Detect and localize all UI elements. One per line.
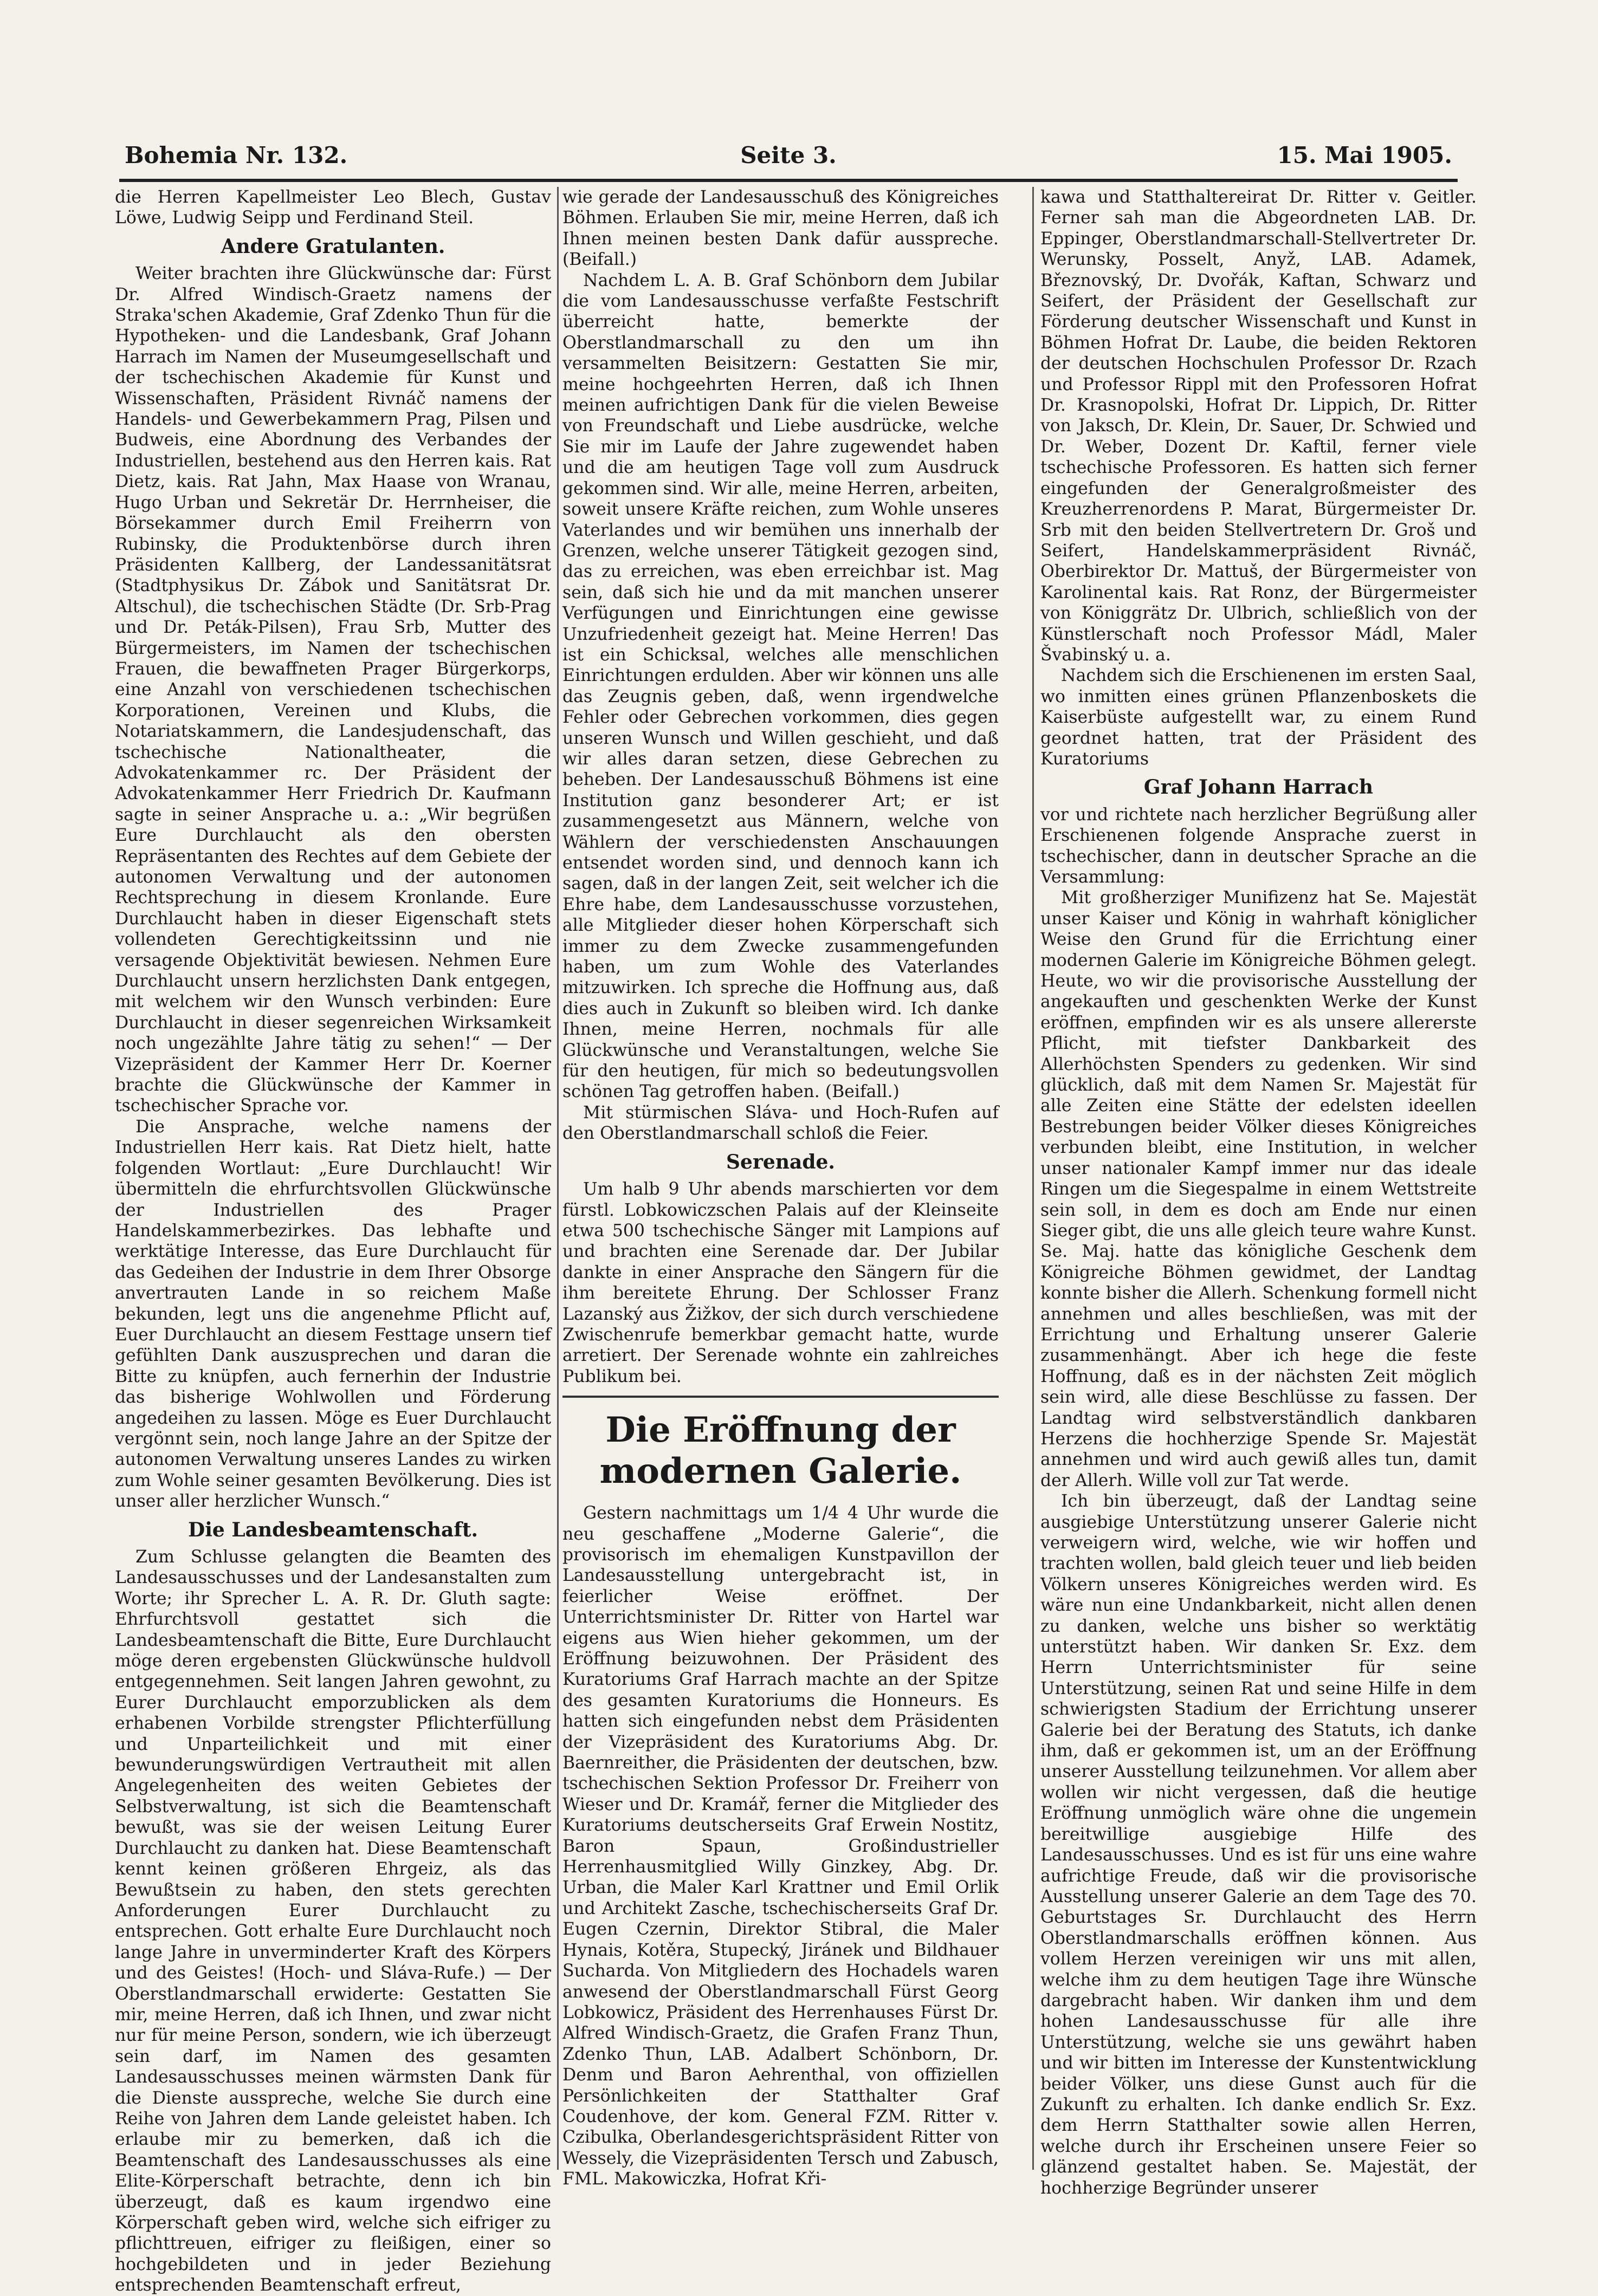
paragraph: Nachdem L. A. B. Graf Schönborn dem Jubilar die vom Landesausschusse verfaßte Festschrift überreicht hatte, bemerkte der Oberstlandmarschall zu den um ihn versammelten Beisitzern: Gestatten Sie mir, meine hochgeehrten Herren, daß ich Ihnen meinen aufrichtigen Dank für die vielen Beweise von Freundschaft und Liebe ausdrücke, welche Sie mir im Laufe der Jahre zugewendet haben und die am heutigen Tage voll zum Ausdruck gekommen sind. Wir alle, meine Herren, arbeiten, soweit unsere Kräfte reichen, zum Wohle unseres Vaterlandes und wir bemühen uns innerhalb der Grenzen, welche unserer Tätigkeit gezogen sind, das zu erreichen, was eben erreichbar ist. Mag sein, daß sich hie und da mit manchen unserer Verfügungen und Einrichtungen eine gewisse Unzufriedenheit gezeigt hat. Meine Herren! Das ist ein Schicksal, welches alle menschlichen Einrichtungen erdulden. Aber wir können uns alle das Zeugnis geben, daß, wenn irgendwelche Fehler oder Gebrechen vorkommen, dies gegen unseren Wunsch und Willen geschieht, und daß wir alles daran setzen, diese Gebrechen zu beheben. Der Landesausschuß Böhmens ist eine Institution ganz besonderer Art; er ist zusammengesetzt aus Männern, welche von Wählern der verschiedensten Anschauungen entsendet worden sind, und dennoch kann ich sagen, daß in der langen Zeit, seit welcher ich die Ehre habe, dem Landesausschusse vorzustehen, alle Mitglieder dieser hohen Körperschaft sich immer zu dem Zwecke zusammengefunden haben, um zum Wohle des Vaterlandes mitzuwirken. Ich spreche die Hoffnung aus, daß dies auch in Zukunft so bleiben wird. Ich danke Ihnen, meine Herren, nochmals für alle Glückwünsche und Veranstaltungen, welche Sie für den heutigen, für mich so bedeutungsvollen schönen Tag getroffen haben. (Beifall.) — [562, 270, 999, 1102]
column-divider — [557, 187, 559, 2170]
paragraph: Ich bin überzeugt, daß der Landtag seine ausgiebige Unterstützung unserer Galerie nicht verweigern wird, welche, wie wir hoffen und trachten wollen, bald gleich teuer und lieb beiden Völkern unseres Königreiches werden wird. Es wäre nun eine Undankbarkeit, nicht allen denen zu danken, welche uns bisher so werktätig unterstützt haben. Wir danken Sr. Exz. dem Herrn Unterrichtsminister für seine Unterstützung, seinen Rat und seine Hilfe in dem schwierigsten Stadium der Errichtung unserer Galerie bei der Beratung des Statuts, ich danke ihm, daß er gekommen ist, um an der Eröffnung unserer Ausstellung teilzunehmen. Vor allem aber wollen wir nicht vergessen, daß die heutige Eröffnung unmöglich wäre ohne die ungemein bereitwillige ausgiebige Hilfe des Landesausschusses. Und es ist für uns eine wahre aufrichtige Freude, daß wir die provisorische Ausstellung unserer Galerie an dem Tage des 70. Geburtstages Sr. Durchlaucht des Herrn Oberstlandmarschalls eröffnen können. Aus vollem Herzen vereinigen wir uns mit allen, welche ihm zu dem heutigen Tage ihre Wünsche dargebracht haben. Wir danken ihm und dem hohen Landesausschusse für alle ihre Unterstützung, welche sie uns gewährt haben und wir bitten im Interesse der Kunstentwicklung beider Völker, uns diese Gunst auch für die Zukunft zu erhalten. Ich danke endlich Sr. Exz. dem Herrn Statthalter sowie allen Herren, welche durch ihr Erscheinen unsere Feier so glänzend gestaltet haben. Se. Majestät, der hochherzige Begründer unserer — [1040, 1491, 1477, 2198]
section-heading: Serenade. — [726, 1150, 835, 1173]
paragraph: Zum Schlusse gelangten die Beamten des Landesausschusses und der Landesanstalten zum Worte; ihr Sprecher L. A. R. Dr. Gluth sagte: Ehrfurchtsvoll gestattet sich die Landesbeamtenschaft die Bitte, Eure Durchlaucht möge deren ergebensten Glückwünsche huldvoll entgegennehmen. Seit langen Jahren gewohnt, zu Eurer Durchlaucht emporzublicken als dem erhabenen Vorbilde strengster Pflichterfüllung und Unparteilichkeit und mit einer bewunderungswürdigen Vertrautheit mit allen Angelegenheiten des weiten Gebietes der Selbstverwaltung, ist sich die Beamtenschaft bewußt, was sie der weisen Leitung Eurer Durchlaucht zu danken hat. Diese Beamtenschaft kennt keinen größeren Ehrgeiz, als das Bewußtsein zu haben, den stets gerechten Anforderungen Eurer Durchlaucht zu entsprechen. Gott erhalte Eure Durchlaucht noch lange Jahre in unverminderter Kraft des Körpers und des Geistes! (Hoch- und Sláva-Rufe.) — Der Oberstlandmarschall erwiderte: Gestatten Sie mir, meine Herren, daß ich Ihnen, und zwar nicht nur für meine Person, sondern, wie ich überzeugt sein darf, im Namen des gesamten Landesausschusses meinen wärmsten Dank für die Dienste ausspreche, welche Sie durch eine Reihe von Jahren dem Lande geleistet haben. Ich erlaube mir zu bemerken, daß ich die Beamtenschaft des Landesausschusses als eine Elite-Körperschaft betrachte, denn ich bin überzeugt, daß es kaum irgendwo eine Körperschaft geben wird, welche sich eifriger zu pflichttreuen, eifriger zu fleißigen, einer so hochgebildeten und in jeder Beziehung entsprechenden Beamtenschaft erfreut, — [115, 1547, 551, 2295]
column-1 — [115, 187, 551, 2295]
section-heading: Andere Gratulanten. — [221, 235, 445, 258]
paragraph: Mit stürmischen Sláva- und Hoch-Rufen auf den Oberstlandmarschall schloß die Feier. — [562, 1102, 999, 1144]
article-divider — [562, 1396, 999, 1398]
paragraph: vor und richtete nach herzlicher Begrüßung aller Erschienenen folgende Ansprache zuerst in tschechischer, dann in deutscher Sprache an die Versammlung: — [1040, 805, 1477, 887]
paragraph: Gestern nachmittags um 1/4 4 Uhr wurde die neu geschaffene „Moderne Galerie“, die provisorisch im ehemaligen Kunstpavillon der Landesausstellung untergebracht ist, in feierlicher Weise eröffnet. Der Unterrichtsminister Dr. Ritter von Hartel war eigens aus Wien hieher gekommen, um der Eröffnung beizuwohnen. Der Präsident des Kuratoriums Graf Harrach machte an der Spitze des gesamten Kuratoriums die Honneurs. Es hatten sich eingefunden nebst dem Präsidenten der Vizepräsident des Kuratoriums Abg. Dr. Baernreither, die Präsidenten der deutschen, bzw. tschechischen Sektion Professor Dr. Freiherr von Wieser und Dr. Kramář, ferner die Mitglieder des Kuratoriums deutscherseits Graf Erwein Nostitz, Baron Spaun, Großindustrieller Herrenhausmitglied Willy Ginzkey, Abg. Dr. Urban, die Maler Karl Krattner und Emil Orlik und Architekt Zasche, tschechischerseits Graf Dr. Eugen Czernin, Direktor Stibral, die Maler Hynais, Kotěra, Stupecký, Jiránek und Bildhauer Sucharda. Von Mitgliedern des Hochadels waren anwesend der Oberstlandmarschall Fürst Georg Lobkowicz, Präsident des Herrenhauses Fürst Dr. Alfred Windisch-Graetz, die Grafen Franz Thun, Zdenko Thun, LAB. Adalbert Schönborn, Dr. Denm und Baron Aehrenthal, von offiziellen Persönlichkeiten der Statthalter Graf Coudenhove, der kom. General FZM. Ritter v. Czibulka, Oberlandesgerichtspräsident Ritter von Wessely, die Vizepräsidenten Tersch und Zabusch, FML. Makowiczka, Hofrat Kři- — [562, 1503, 999, 2189]
issue-date: 15. Mai 1905. — [1277, 142, 1452, 168]
column-2 — [562, 187, 999, 2189]
paragraph: Nachdem sich die Erschienenen im ersten Saal, wo inmitten eines grünen Pflanzenboskets die Kaiserbüste aufgestellt war, zu einem Rund geordnet hatten, trat der Präsident des Kuratoriums — [1040, 666, 1477, 769]
paragraph: die Herren Kapellmeister Leo Blech, Gustav Löwe, Ludwig Seipp und Ferdinand Steil. — [115, 187, 551, 228]
newspaper-issue: Bohemia Nr. 132. — [125, 142, 348, 168]
section-heading: Die Landesbeamtenschaft. — [187, 1518, 478, 1541]
paragraph: Weiter brachten ihre Glückwünsche dar: Fürst Dr. Alfred Windisch-Graetz namens der Straka'schen Akademie, Graf Zdenko Thun für die Hypotheken- und die Landesbank, Graf Johann Harrach im Namen der Museumgesellschaft und der tschechischen Akademie für Kunst und Wissenschaften, Präsident Rivnáč namens der Handels- und Gewerbekammern Prag, Pilsen und Budweis, eine Abordnung des Verbandes der Industriellen, bestehend aus den Herren kais. Rat Dietz, kais. Rat Jahn, Max Haase von Wranau, Hugo Urban und Sekretär Dr. Herrnheiser, die Börsekammer durch Emil Freiherrn von Rubinsky, die Produktenbörse durch ihren Präsidenten Kallberg, der Landessanitätsrat (Stadtphysikus Dr. Zábok und Sanitätsrat Dr. Altschul), die tschechischen Städte (Dr. Srb-Prag und Dr. Peták-Pilsen), Frau Srb, Mutter des Bürgermeisters, im Namen der tschechischen Frauen, die bewaffneten Prager Bürgerkorps, eine Anzahl von verschiedenen tschechischen Korporationen, Vereinen und Klubs, die Notariatskammern, die Landesjudenschaft, das tschechische Nationaltheater, die Advokatenkammer rc. Der Präsident der Advokatenkammer Herr Friedrich Dr. Kaufmann sagte in seiner Ansprache u. a.: „Wir begrüßen Eure Durchlaucht als den obersten Repräsentanten des Rechtes auf dem Gebiete der autonomen Verwaltung und der autonomen Rechtsprechung in diesem Kronlande. Eure Durchlaucht haben in dieser Eigenschaft stets vollendeten Gerechtigkeitssinn und nie versagende Objektivität bewiesen. Nehmen Eure Durchlaucht unsern herzlichsten Dank entgegen, mit welchem wir den Wunsch verbinden: Eure Durchlaucht in dieser segenreichen Wirksamkeit noch ungezählte Jahre tätig zu sehen!“ — Der Vizepräsident der Kammer Herr Dr. Koerner brachte die Glückwünsche der Kammer in tschechischer Sprache vor. — [115, 264, 551, 1116]
paragraph: kawa und Statthaltereirat Dr. Ritter v. Geitler. Ferner sah man die Abgeordneten LAB. Dr. Eppinger, Oberstlandmarschall-Stellvertreter Dr. Werunsky, Posselt, Anyž, LAB. Adamek, Březnovský, Dr. Dvořák, Kaftan, Schwarz und Seifert, der Präsident der Gesellschaft zur Förderung deutscher Wissenschaft und Kunst in Böhmen Hofrat Dr. Laube, die beiden Rektoren der deutschen Hochschulen Professor Dr. Rzach und Professor Rippl mit den Professoren Hofrat Dr. Krasnopolski, Hofrat Dr. Lippich, Dr. Ritter von Jaksch, Dr. Klein, Dr. Sauer, Dr. Schwied und Dr. Weber, Dozent Dr. Kaftil, ferner viele tschechische Professoren. Es hatten sich ferner eingefunden der Generalgroßmeister des Kreuzherrenordens P. Marat, Bürgermeister Dr. Srb mit den beiden Stellvertretern Dr. Groš und Seifert, Handelskammerpräsident Rivnáč, Oberbirektor Dr. Mattuš, der Bürgermeister von Karolinental kais. Rat Ronz, der Bürgermeister von Königgrätz Dr. Ulbrich, schließlich von der Künstlerschaft noch Professor Mádl, Maler Švabinský u. a. — [1040, 187, 1477, 665]
paragraph: Die Ansprache, welche namens der Industriellen Herr kais. Rat Dietz hielt, hatte folgenden Wortlaut: „Eure Durchlaucht! Wir übermitteln die ehrfurchtsvollen Glückwünsche der Industriellen des Prager Handelskammerbezirkes. Das lebhafte und werktätige Interesse, das Eure Durchlaucht für das Gedeihen der Industrie in dem Ihrer Obsorge anvertrauten Lande in so reichem Maße bekunden, legt uns die angenehme Pflicht auf, Euer Durchlaucht an diesem Festtage unsern tief gefühlten Dank auszusprechen und daran die Bitte zu knüpfen, auch fernerhin der Industrie das bisherige Wohlwollen und Förderung angedeihen zu lassen. Möge es Euer Durchlaucht vergönnt sein, noch lange Jahre an der Spitze der autonomen Verwaltung unseres Landes zu wirken zum Wohle seiner gesamten Bevölkerung. Dies ist unser aller herzlicher Wunsch.“ — [115, 1117, 551, 1512]
header-rule — [119, 179, 1458, 182]
paragraph: Mit großherziger Munifizenz hat Se. Majestät unser Kaiser und König in wahrhaft königlicher Weise den Grund für die Errichtung einer modernen Galerie im Königreiche Böhmen gelegt. Heute, wo wir die provisorische Ausstellung der angekauften und geschenkten Werke der Kunst eröffnen, empfinden wir es als unsere allererste Pflicht, mit tiefster Dankbarkeit des Allerhöchsten Spenders zu gedenken. Wir sind glücklich, daß mit dem Namen Sr. Majestät für alle Zeiten eine Stätte der edelsten ideellen Bestrebungen beider Völker dieses Königreiches verbunden bleibt, eine Institution, in welcher unser nationaler Kampf immer nur das ideale Ringen um die Siegespalme in einem Wettstreite sein soll, in dem es doch am Ende nur einen Sieger gibt, die uns alle gleich teure wahre Kunst. Se. Maj. hatte das königliche Geschenk dem Königreiche Böhmen gewidmet, der Landtag konnte bisher die Allerh. Schenkung formell nicht annehmen und alles beschließen, was mit der Errichtung und Erhaltung unserer Galerie zusammenhängt. Aber ich hege die feste Hoffnung, daß es in der nächsten Zeit möglich sein wird, alle diese Beschlüsse zu fassen. Der Landtag wird selbstverständlich dankbaren Herzens die hochherzige Spende Sr. Majestät annehmen und wird auch gewiß alles tun, damit der Allerh. Wille voll zur Tat werde. — [1040, 888, 1477, 1490]
paragraph: wie gerade der Landesausschuß des Königreiches Böhmen. Erlauben Sie mir, meine Herren, daß ich Ihnen meinen besten Dank dafür ausspreche. (Beifall.) — [562, 187, 999, 270]
page-header — [125, 142, 1452, 174]
column-3 — [1040, 187, 1477, 2198]
column-divider — [1032, 187, 1034, 2170]
page-number: Seite 3. — [740, 142, 837, 168]
paragraph: Um halb 9 Uhr abends marschierten vor dem fürstl. Lobkowiczschen Palais auf der Kleinseite etwa 500 tschechische Sänger mit Lampions auf und brachten eine Serenade dar. Der Jubilar dankte in einer Ansprache den Sängern für die ihm bereitete Ehrung. Der Schlosser Franz Lazanský aus Žižkov, der sich durch verschiedene Zwischenrufe bemerkbar gemacht hatte, wurde arretiert. Der Serenade wohnte ein zahlreiches Publikum bei. — [562, 1179, 999, 1386]
section-heading: Graf Johann Harrach — [1143, 776, 1374, 799]
article-title: Die Eröffnung der modernen Galerie. — [599, 1410, 962, 1492]
